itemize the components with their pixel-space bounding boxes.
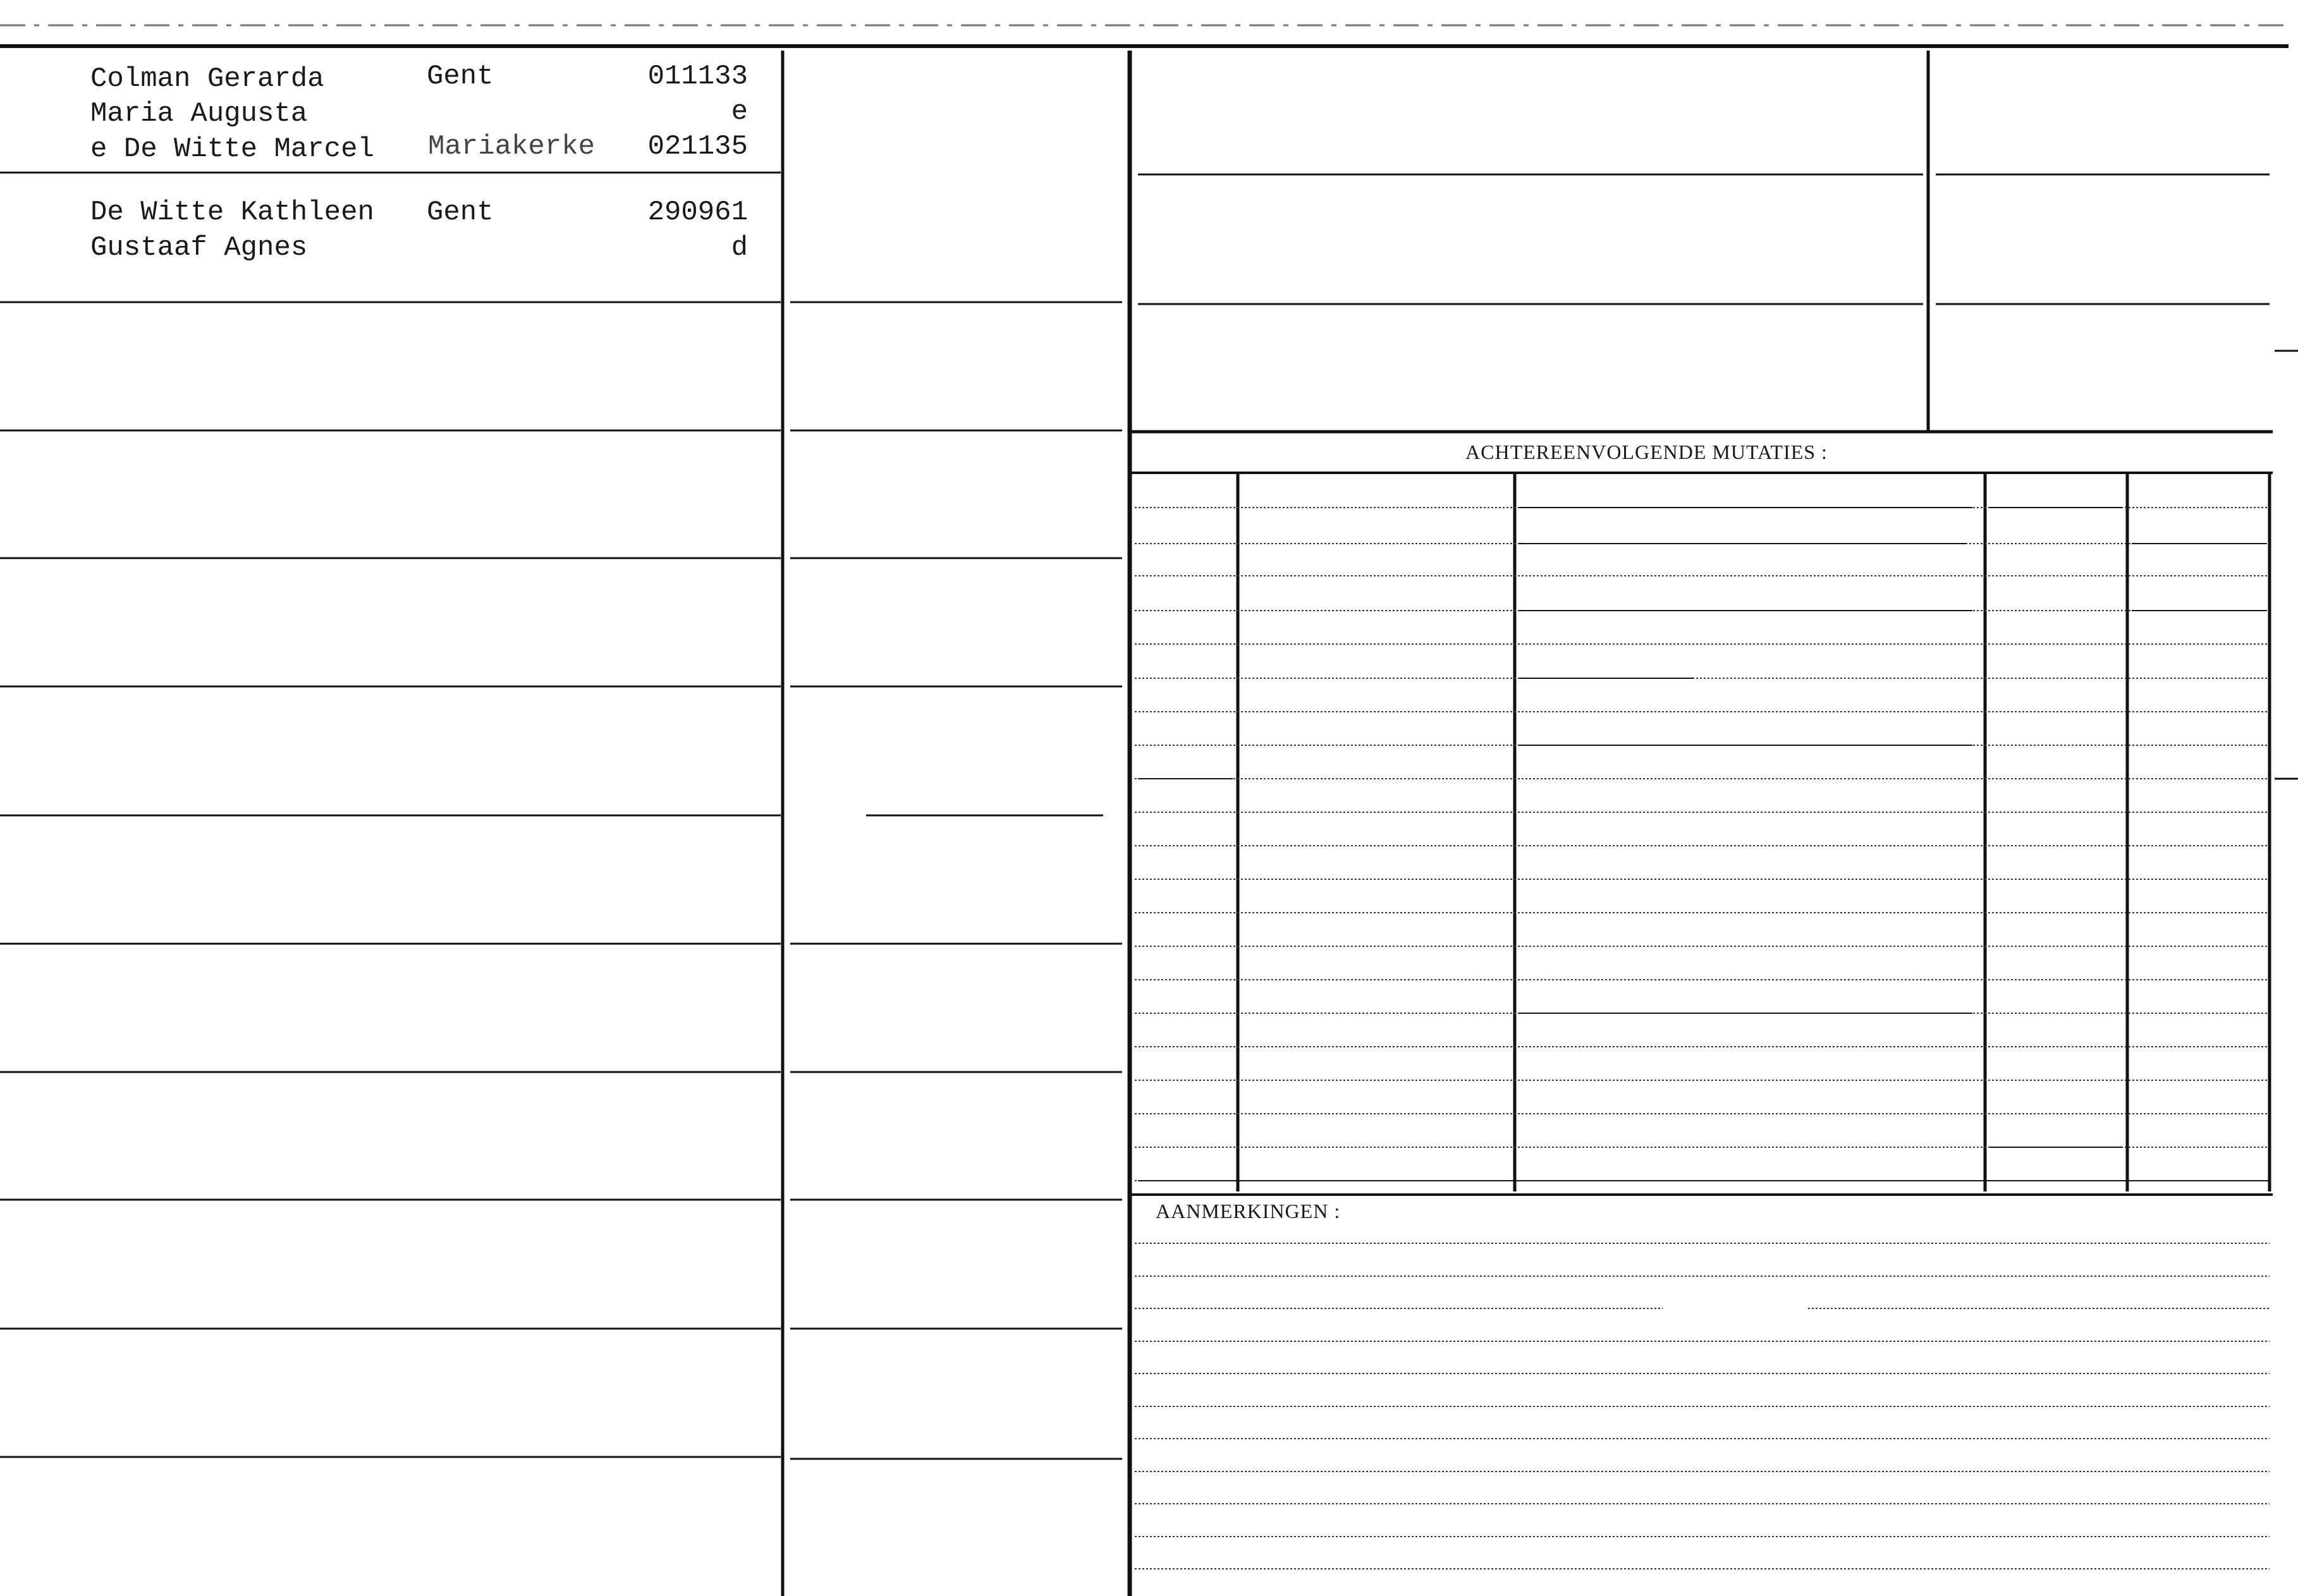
entry-1-name-line-2: Maria Augusta [90, 98, 308, 130]
entry-2-name-line-2: Gustaaf Agnes [90, 232, 308, 264]
entry-2-name-line-1: De Witte Kathleen [90, 197, 374, 228]
entry-1-number-1: 011133 [647, 61, 748, 92]
entry-1-number-3: 021135 [647, 131, 748, 162]
second-column-row-rules [790, 302, 1122, 1459]
entry-1-name-line-3: e De Witte Marcel [90, 133, 374, 165]
entry-1-name-line-1: Colman Gerarda [90, 63, 324, 95]
mutations-dotted-rows [1135, 508, 2268, 1181]
entry-2-number-2: d [731, 232, 748, 264]
entry-1-place-2: Mariakerke [428, 131, 596, 162]
mutations-columns [1238, 473, 2270, 1191]
entry-2-number-1: 290961 [647, 197, 748, 228]
entry-2-place-1: Gent [427, 197, 494, 228]
left-row-rules [0, 173, 781, 1457]
remarks-dotted-rows [1135, 1243, 2270, 1569]
remarks-title: AANMERKINGEN : [1156, 1200, 1341, 1222]
mutations-title: ACHTEREENVOLGENDE MUTATIES : [1465, 441, 1828, 463]
entry-1-number-2: e [731, 96, 748, 128]
upper-right-row-rules [1138, 174, 2270, 304]
entry-1-place-1: Gent [427, 61, 494, 92]
